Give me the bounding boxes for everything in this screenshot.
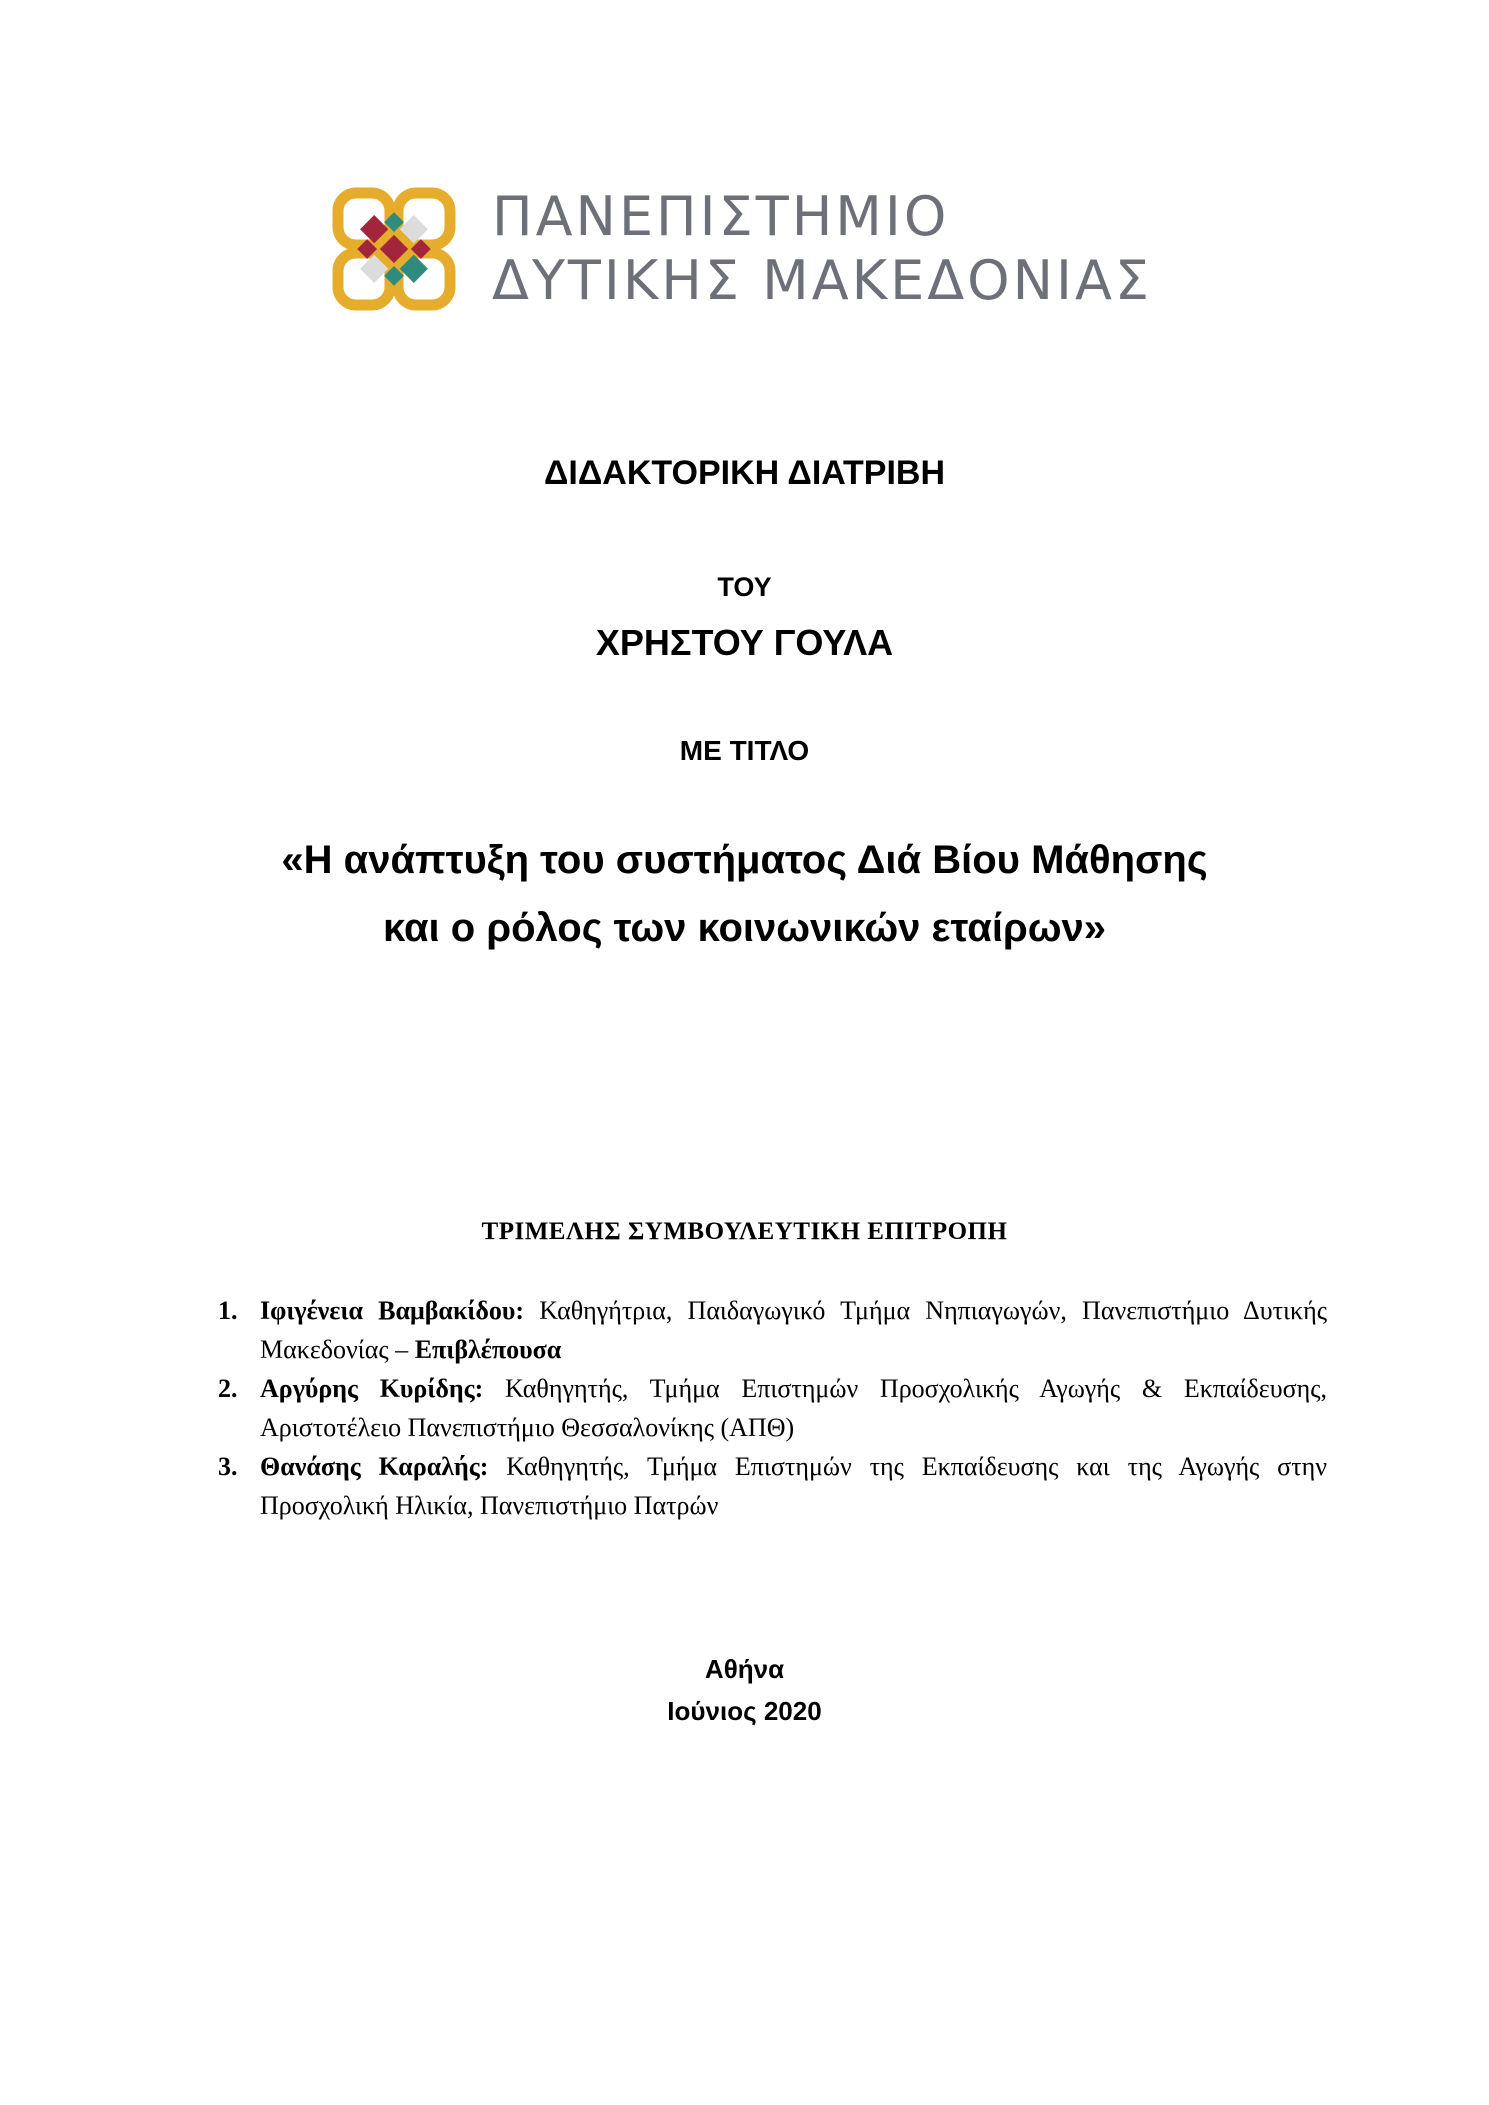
member-affiliation: Καθηγητής, Τμήμα Επιστημών Προσχολικής Αγωγής & Εκπαίδευσης, Αριστοτέλειο Πανεπιστήμιο Θεσσαλονίκης (ΑΠΘ) (260, 1374, 1327, 1442)
thesis-title-line-2: και ο ρόλος των κοινωνικών εταίρων» (382, 906, 1106, 950)
committee-list (212, 1291, 1327, 1525)
with-title-label: ΜΕ ΤΙΤΛΟ (679, 735, 810, 766)
member-number: 2. (218, 1374, 238, 1403)
university-knot-emblem-icon (330, 185, 458, 313)
thesis-title-line-1: «Η ανάπτυξη του συστήματος Διά Βίου Μάθησης (281, 838, 1208, 882)
member-number: 3. (218, 1452, 238, 1481)
university-logo (330, 185, 1160, 325)
committee-member (212, 1369, 1327, 1447)
member-name: Ιφιγένεια Βαμβακίδου: (260, 1296, 525, 1325)
committee-heading: ΤΡΙΜΕΛΗΣ ΣΥΜΒΟΥΛΕΥΤΙΚΗ ΕΠΙΤΡΟΠΗ (481, 1218, 1008, 1245)
member-name: Αργύρης Κυρίδης: (260, 1374, 484, 1403)
university-name-line-2: ΔΥΤΙΚΗΣ ΜΑΚΕΔΟΝΙΑΣ (492, 249, 1153, 312)
committee-member (212, 1447, 1327, 1525)
of-label: ΤΟΥ (717, 572, 772, 602)
university-name-line-1: ΠΑΝΕΠΙΣΤΗΜΙΟ (492, 185, 950, 248)
university-name (492, 185, 1152, 313)
author-name: ΧΡΗΣΤΟΥ ΓΟΥΛΑ (595, 622, 894, 663)
document-type-heading: ΔΙΔΑΚΤΟΡΙΚΗ ΔΙΑΤΡΙΒΗ (543, 454, 946, 492)
member-name: Θανάσης Καραλής: (260, 1452, 489, 1481)
member-affiliation: Καθηγήτρια, Παιδαγωγικό Τμήμα Νηπιαγωγών, Πανεπιστήμιο Δυτικής Μακεδονίας – (260, 1296, 1328, 1364)
member-affiliation: Καθηγητής, Τμήμα Επιστημών της Εκπαίδευσης και της Αγωγής στην Προσχολική Ηλικία, Πανεπιστήμιο Πατρών (260, 1452, 1327, 1520)
member-role: Επιβλέπουσα (414, 1335, 562, 1364)
place: Αθήνα (704, 1654, 785, 1684)
committee-member (212, 1291, 1327, 1369)
member-number: 1. (218, 1296, 238, 1325)
date: Ιούνιος 2020 (667, 1696, 822, 1726)
